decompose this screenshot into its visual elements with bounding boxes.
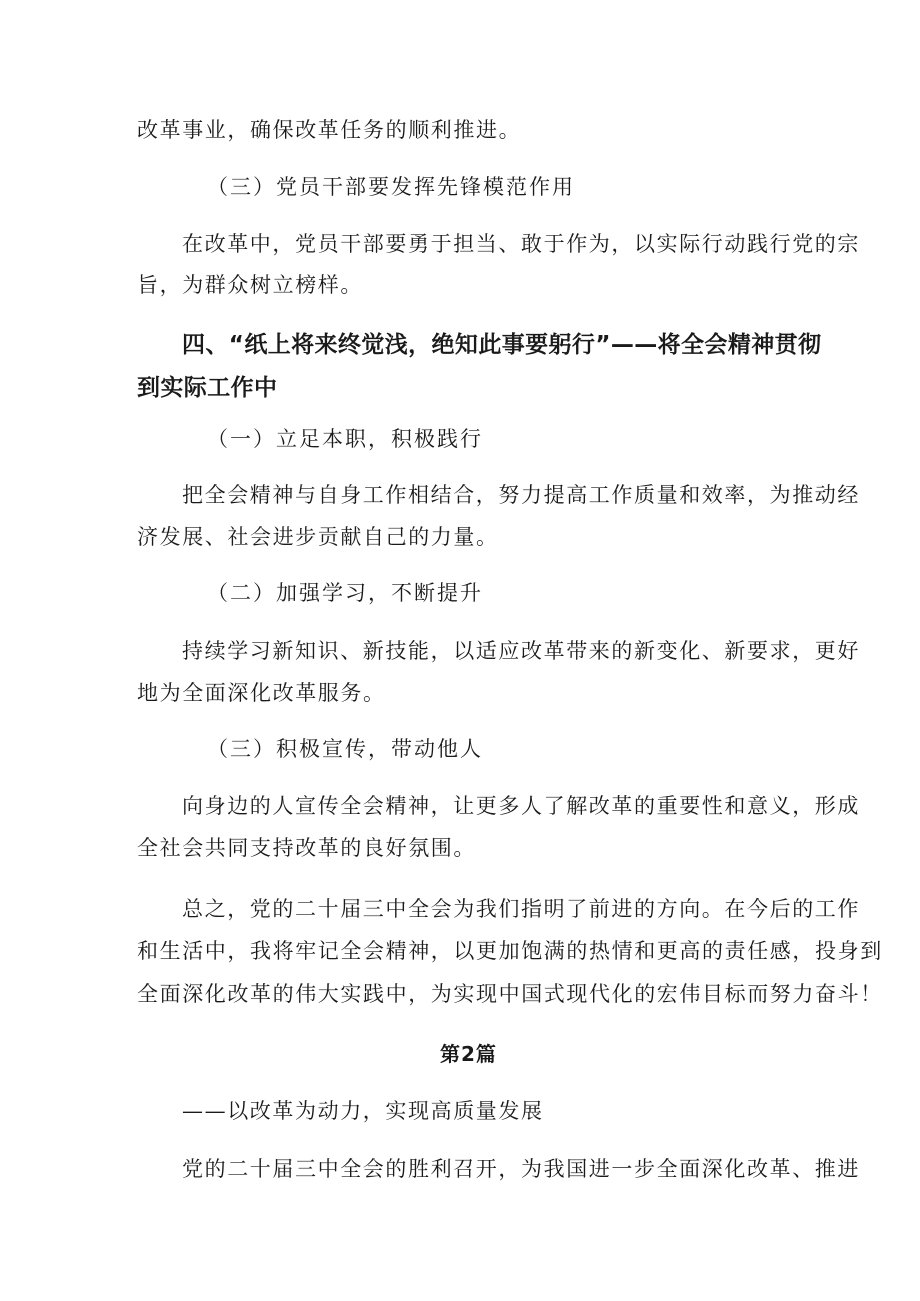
- paragraph-line: 地为全面深化改革服务。: [137, 681, 386, 705]
- section-title: （二）加强学习，不断提升: [207, 581, 483, 605]
- paragraph-line: 和生活中，我将牢记全会精神，以更加饱满的热情和更高的责任感，投身到: [137, 939, 883, 963]
- section-title: （三）积极宣传，带动他人: [207, 737, 483, 761]
- paragraph-line: 向身边的人宣传全会精神，让更多人了解改革的重要性和意义，形成: [182, 794, 860, 818]
- paragraph-line: 改革事业，确保改革任务的顺利推进。: [137, 118, 522, 142]
- paragraph-line: 把全会精神与自身工作相结合，努力提高工作质量和效率，为推动经: [182, 483, 860, 507]
- chapter-heading: 到实际工作中: [137, 375, 278, 401]
- section-title: （三）党员干部要发挥先锋模范作用: [207, 175, 575, 199]
- article-subtitle: ——以改革为动力，实现高质量发展: [182, 1099, 544, 1123]
- paragraph-line: 总之，党的二十届三中全会为我们指明了前进的方向。在今后的工作: [182, 897, 860, 921]
- paragraph-line: 旨，为群众树立榜样。: [137, 273, 363, 297]
- paragraph-line: 持续学习新知识、新技能，以适应改革带来的新变化、新要求，更好: [182, 639, 860, 663]
- chapter-heading: 四、“纸上将来终觉浅，绝知此事要躬行”——将全会精神贯彻: [182, 332, 822, 358]
- article-title: 第2篇: [440, 1042, 497, 1066]
- section-title: （一）立足本职，积极践行: [207, 427, 483, 451]
- paragraph-line: 全社会共同支持改革的良好氛围。: [137, 836, 476, 860]
- paragraph-line: 济发展、社会进步贡献自己的力量。: [137, 525, 499, 549]
- paragraph-line: 党的二十届三中全会的胜利召开，为我国进一步全面深化改革、推进: [182, 1157, 860, 1181]
- paragraph-line: 在改革中，党员干部要勇于担当、敢于作为，以实际行动践行党的宗: [182, 232, 860, 256]
- paragraph-line: 全面深化改革的伟大实践中，为实现中国式现代化的宏伟目标而努力奋斗！: [137, 982, 883, 1006]
